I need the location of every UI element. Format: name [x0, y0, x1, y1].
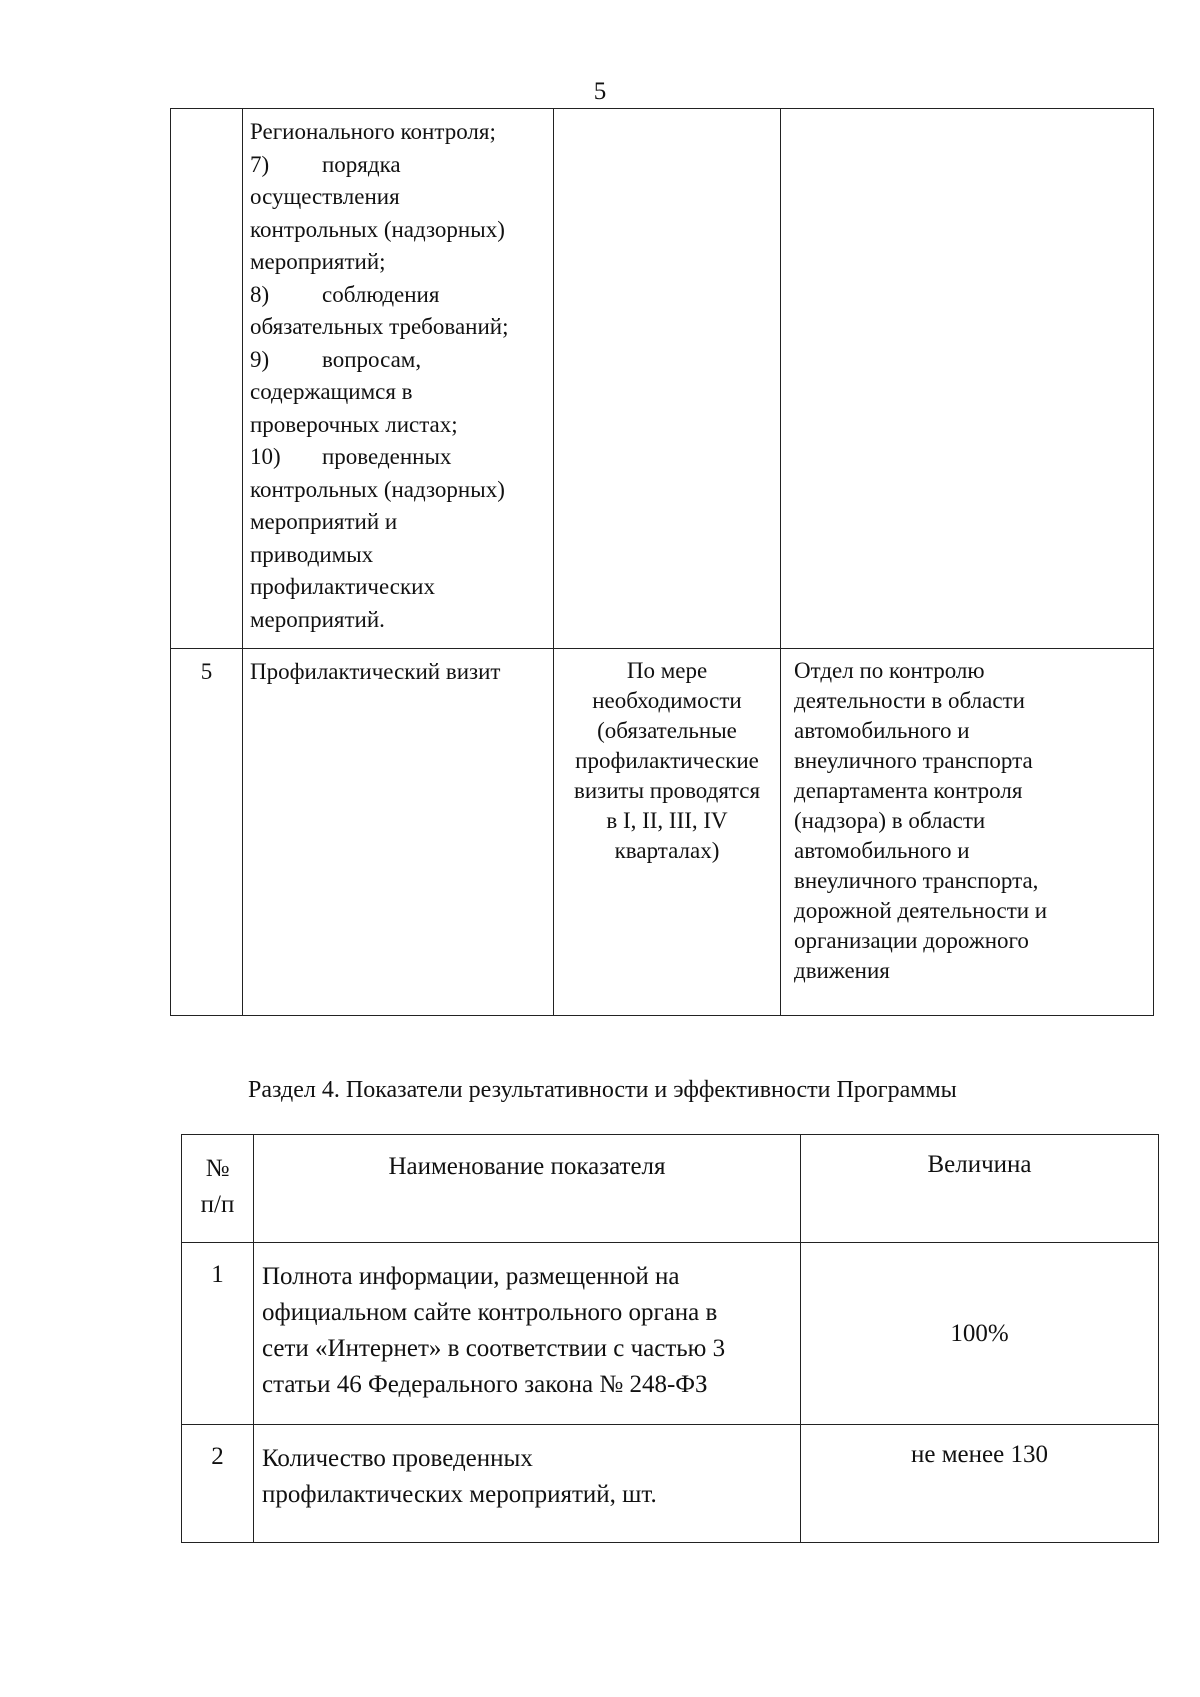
text-line: По мере — [626, 658, 708, 683]
header-value-cell: Величина — [801, 1135, 1159, 1243]
table-header-row — [182, 1135, 1159, 1243]
text-line: внеуличного транспорта, — [794, 868, 1039, 893]
item-number: 7) — [250, 151, 270, 177]
text-line: контрольных (надзорных) — [250, 216, 505, 242]
text-line: движения — [794, 958, 890, 983]
text-line: департамента контроля — [794, 778, 1023, 803]
item-number: 9) — [250, 346, 270, 372]
page-number: 5 — [593, 78, 607, 105]
text-line: официальном сайте контрольного органа в — [262, 1299, 718, 1326]
responsible-cell — [781, 109, 1154, 649]
text-line: Количество проведенных — [262, 1445, 533, 1472]
item-number: 8) — [250, 281, 270, 307]
list-item — [250, 344, 545, 377]
text-line: профилактические — [575, 748, 759, 773]
text-line: соблюдения — [322, 281, 440, 307]
text-line: Полнота информации, размещенной на — [262, 1263, 680, 1290]
indicator-name-cell — [254, 1425, 801, 1543]
indicators-table — [181, 1134, 1159, 1543]
text-line: автомобильного и — [794, 838, 970, 863]
text-line: приводимых — [250, 541, 374, 567]
indicator-value-cell: не менее 130 — [801, 1425, 1159, 1543]
header-name-cell: Наименование показателя — [254, 1135, 801, 1243]
text-line: сети «Интернет» в соответствии с частью 3 — [262, 1335, 726, 1362]
event-name-cell: Профилактический визит — [243, 649, 554, 1016]
text-line: порядка — [322, 151, 401, 177]
num-cell: 2 — [182, 1425, 254, 1543]
event-text-cell — [243, 109, 554, 649]
text-line: мероприятий. — [250, 606, 385, 632]
table-row — [182, 1243, 1159, 1425]
list-item — [250, 279, 545, 312]
text-line: (обязательные — [597, 718, 737, 743]
table-row — [171, 109, 1154, 649]
text-line: обязательных требований; — [250, 314, 509, 339]
text-line: автомобильного и — [794, 718, 970, 743]
text-line: необходимости — [592, 688, 742, 713]
num-cell — [171, 109, 243, 649]
text-line: организации дорожного — [794, 928, 1029, 953]
period-cell — [554, 109, 781, 649]
text-line: № — [205, 1155, 230, 1182]
text-line: профилактических — [250, 574, 435, 599]
text-line: Отдел по контролю — [794, 658, 985, 683]
text-line: мероприятий; — [250, 249, 386, 274]
list-item — [250, 441, 545, 474]
text-line: вопросам, — [322, 346, 422, 372]
text-line: статьи 46 Федерального закона № 248-ФЗ — [262, 1371, 708, 1398]
text-line: проведенных — [322, 444, 452, 469]
text-line: содержащимся в — [250, 379, 413, 404]
text-line: осуществления — [250, 184, 400, 209]
text-line: п/п — [200, 1191, 235, 1218]
list-item — [250, 149, 545, 182]
text-line: внеуличного транспорта — [794, 748, 1033, 773]
responsible-cell — [781, 649, 1154, 1016]
section-title: Раздел 4. Показатели результативности и эффективности Программы — [248, 1077, 957, 1103]
num-cell: 5 — [171, 649, 243, 1016]
item-number: 10) — [250, 444, 281, 469]
text-line: кварталах) — [614, 838, 720, 863]
table-row — [182, 1425, 1159, 1543]
table-row — [171, 649, 1154, 1016]
num-cell: 1 — [182, 1243, 254, 1425]
text-line: в I, II, III, IV — [606, 808, 728, 833]
text-line: визиты проводятся — [573, 778, 761, 803]
events-table — [170, 108, 1154, 1016]
text-line: контрольных (надзорных) — [250, 476, 505, 502]
text-line: Регионального контроля; — [250, 119, 496, 144]
indicator-value-cell: 100% — [801, 1243, 1159, 1425]
text-line: профилактических мероприятий, шт. — [262, 1481, 657, 1508]
period-cell — [554, 649, 781, 1016]
header-num-cell — [182, 1135, 254, 1243]
indicator-name-cell — [254, 1243, 801, 1425]
text-line: деятельности в области — [794, 688, 1025, 713]
text-line: дорожной деятельности и — [794, 898, 1048, 923]
text-line: мероприятий и — [250, 509, 398, 534]
text-line: проверочных листах; — [250, 411, 458, 437]
text-line: (надзора) в области — [794, 808, 986, 833]
